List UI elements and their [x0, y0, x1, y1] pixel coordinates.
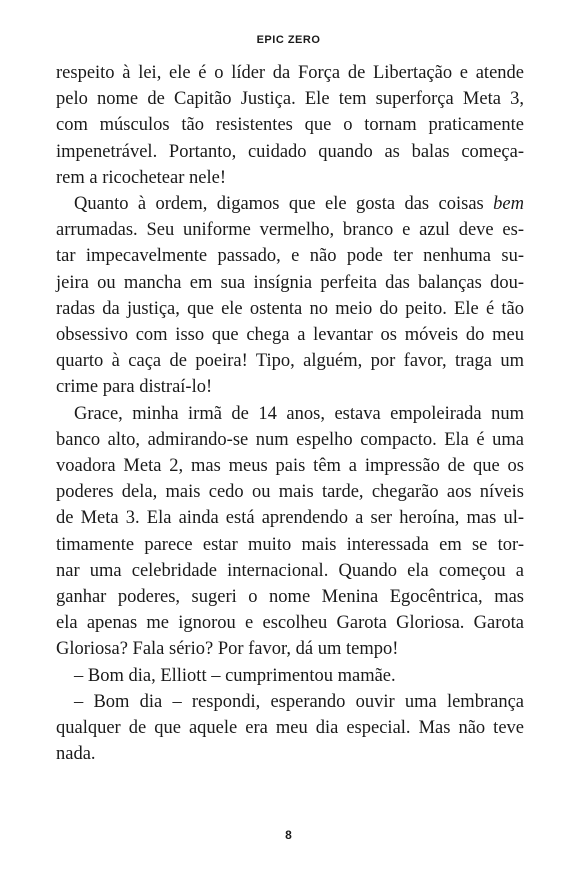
text-line: nar uma celebridade internacional. Quando ela começou a: [56, 560, 524, 581]
text-line: quarto à caça de poeira! Tipo, alguém, por favor, traga um: [56, 351, 524, 372]
text-line: timamente parece estar muito mais interessada em se tor-: [56, 534, 524, 555]
body-text: [56, 60, 524, 767]
text-line: jeira ou mancha em sua insígnia perfeita das balanças dou-: [56, 272, 524, 293]
text-line: radas da justiça, que ele ostenta no meio do peito. Ele é tão: [56, 298, 524, 319]
text-line: ela apenas me ignorou e escolheu Garota Gloriosa. Garota: [56, 613, 524, 634]
text-line: nada.: [56, 744, 96, 765]
text-line: poderes dela, mais cedo ou mais tarde, chegarão aos níveis: [56, 482, 524, 503]
text-line: com músculos tão resistentes que o tornam praticamente: [56, 115, 524, 136]
text-line: qualquer de que aquele era meu dia especial. Mas não teve: [56, 718, 524, 739]
text-line: tar impecavelmente passado, e não pode ter nenhuma su-: [56, 246, 524, 267]
emphasis-text: bem: [493, 194, 524, 215]
text-line: voadora Meta 2, mas meus pais têm a impressão de que os: [56, 456, 524, 477]
text-line: arrumadas. Seu uniforme vermelho, branco e azul deve es-: [56, 220, 524, 241]
text-line: de Meta 3. Ela ainda está aprendendo a ser heroína, mas ul-: [56, 508, 524, 529]
text-line: – Bom dia – respondi, esperando ouvir uma lembrança: [74, 691, 524, 712]
text-line: Gloriosa? Fala sério? Por favor, dá um tempo!: [56, 639, 399, 660]
text-line: crime para distraí-lo!: [56, 377, 213, 398]
text-line: Grace, minha irmã de 14 anos, estava empoleirada num: [74, 403, 524, 424]
text-line: respeito à lei, ele é o líder da Força de Libertação e atende: [56, 63, 524, 83]
text-line: – Bom dia, Elliott – cumprimentou mamãe.: [74, 665, 396, 686]
text-line: impenetrável. Portanto, cuidado quando as balas começa-: [56, 141, 524, 162]
text-line: rem a ricochetear nele!: [56, 167, 226, 188]
text-line: Quanto à ordem, digamos que ele gosta das coisas bem: [74, 194, 524, 215]
text-line: pelo nome de Capitão Justiça. Ele tem superforça Meta 3,: [56, 89, 524, 110]
text-line: ganhar poderes, sugeri o nome Menina Egocêntrica, mas: [56, 587, 524, 608]
page-number: 8: [285, 828, 292, 842]
text-line: banco alto, admirando-se num espelho compacto. Ela é uma: [56, 429, 524, 450]
running-header: EPIC ZERO: [256, 34, 321, 46]
text-line: obsessivo com isso que chega a levantar os móveis do meu: [56, 325, 524, 346]
